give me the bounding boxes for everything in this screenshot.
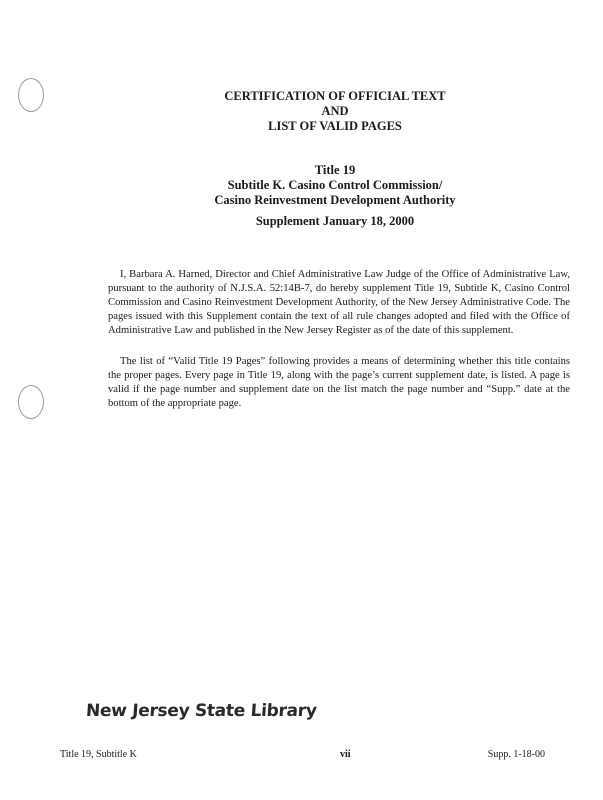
library-stamp: New Jersey State Library — [85, 701, 318, 721]
title-number: Title 19 — [314, 163, 356, 177]
binder-hole-middle — [18, 385, 44, 419]
footer-page-number: vii — [340, 749, 351, 760]
certification-line-1: CERTIFICATION OF OFFICIAL TEXT — [224, 89, 446, 103]
valid-pages-paragraph: The list of “Valid Title 19 Pages” following provides a means of determining whether this title contains the proper pages. Every page in Title 19, along with the page’s current supplement date, is listed. A page is valid if the page number and supplement date on the list match the page number and “Supp.” date at the bottom of the appropriate page. — [108, 355, 570, 410]
title-block — [100, 163, 570, 208]
certification-heading — [100, 89, 570, 134]
supplement-date-heading — [100, 214, 570, 229]
footer-supplement: Supp. 1-18-00 — [487, 749, 545, 760]
subtitle-line-2: Casino Reinvestment Development Authority — [214, 193, 456, 207]
certification-line-3: LIST OF VALID PAGES — [268, 119, 402, 133]
supplement-date: Supplement January 18, 2000 — [255, 214, 415, 228]
certification-line-2: AND — [321, 104, 349, 118]
certification-paragraph: I, Barbara A. Harned, Director and Chief Administrative Law Judge of the Office of Administrative Law, pursuant to the authority of N.J.S.A. 52:14B-7, do hereby supplement Title 19, Subtitle K, Casino Control Commission and Casino Reinvestment Development Authority, of the New Jersey Administrative Code. The pages issued with this Supplement contain the text of all rule changes adopted and filed with the Office of Administrative Law and published in the New Jersey Register as of the date of this supplement. — [108, 268, 570, 337]
binder-hole-top — [18, 78, 44, 112]
footer-title: Title 19, Subtitle K — [60, 749, 137, 760]
subtitle-line-1: Subtitle K. Casino Control Commission/ — [227, 178, 443, 192]
